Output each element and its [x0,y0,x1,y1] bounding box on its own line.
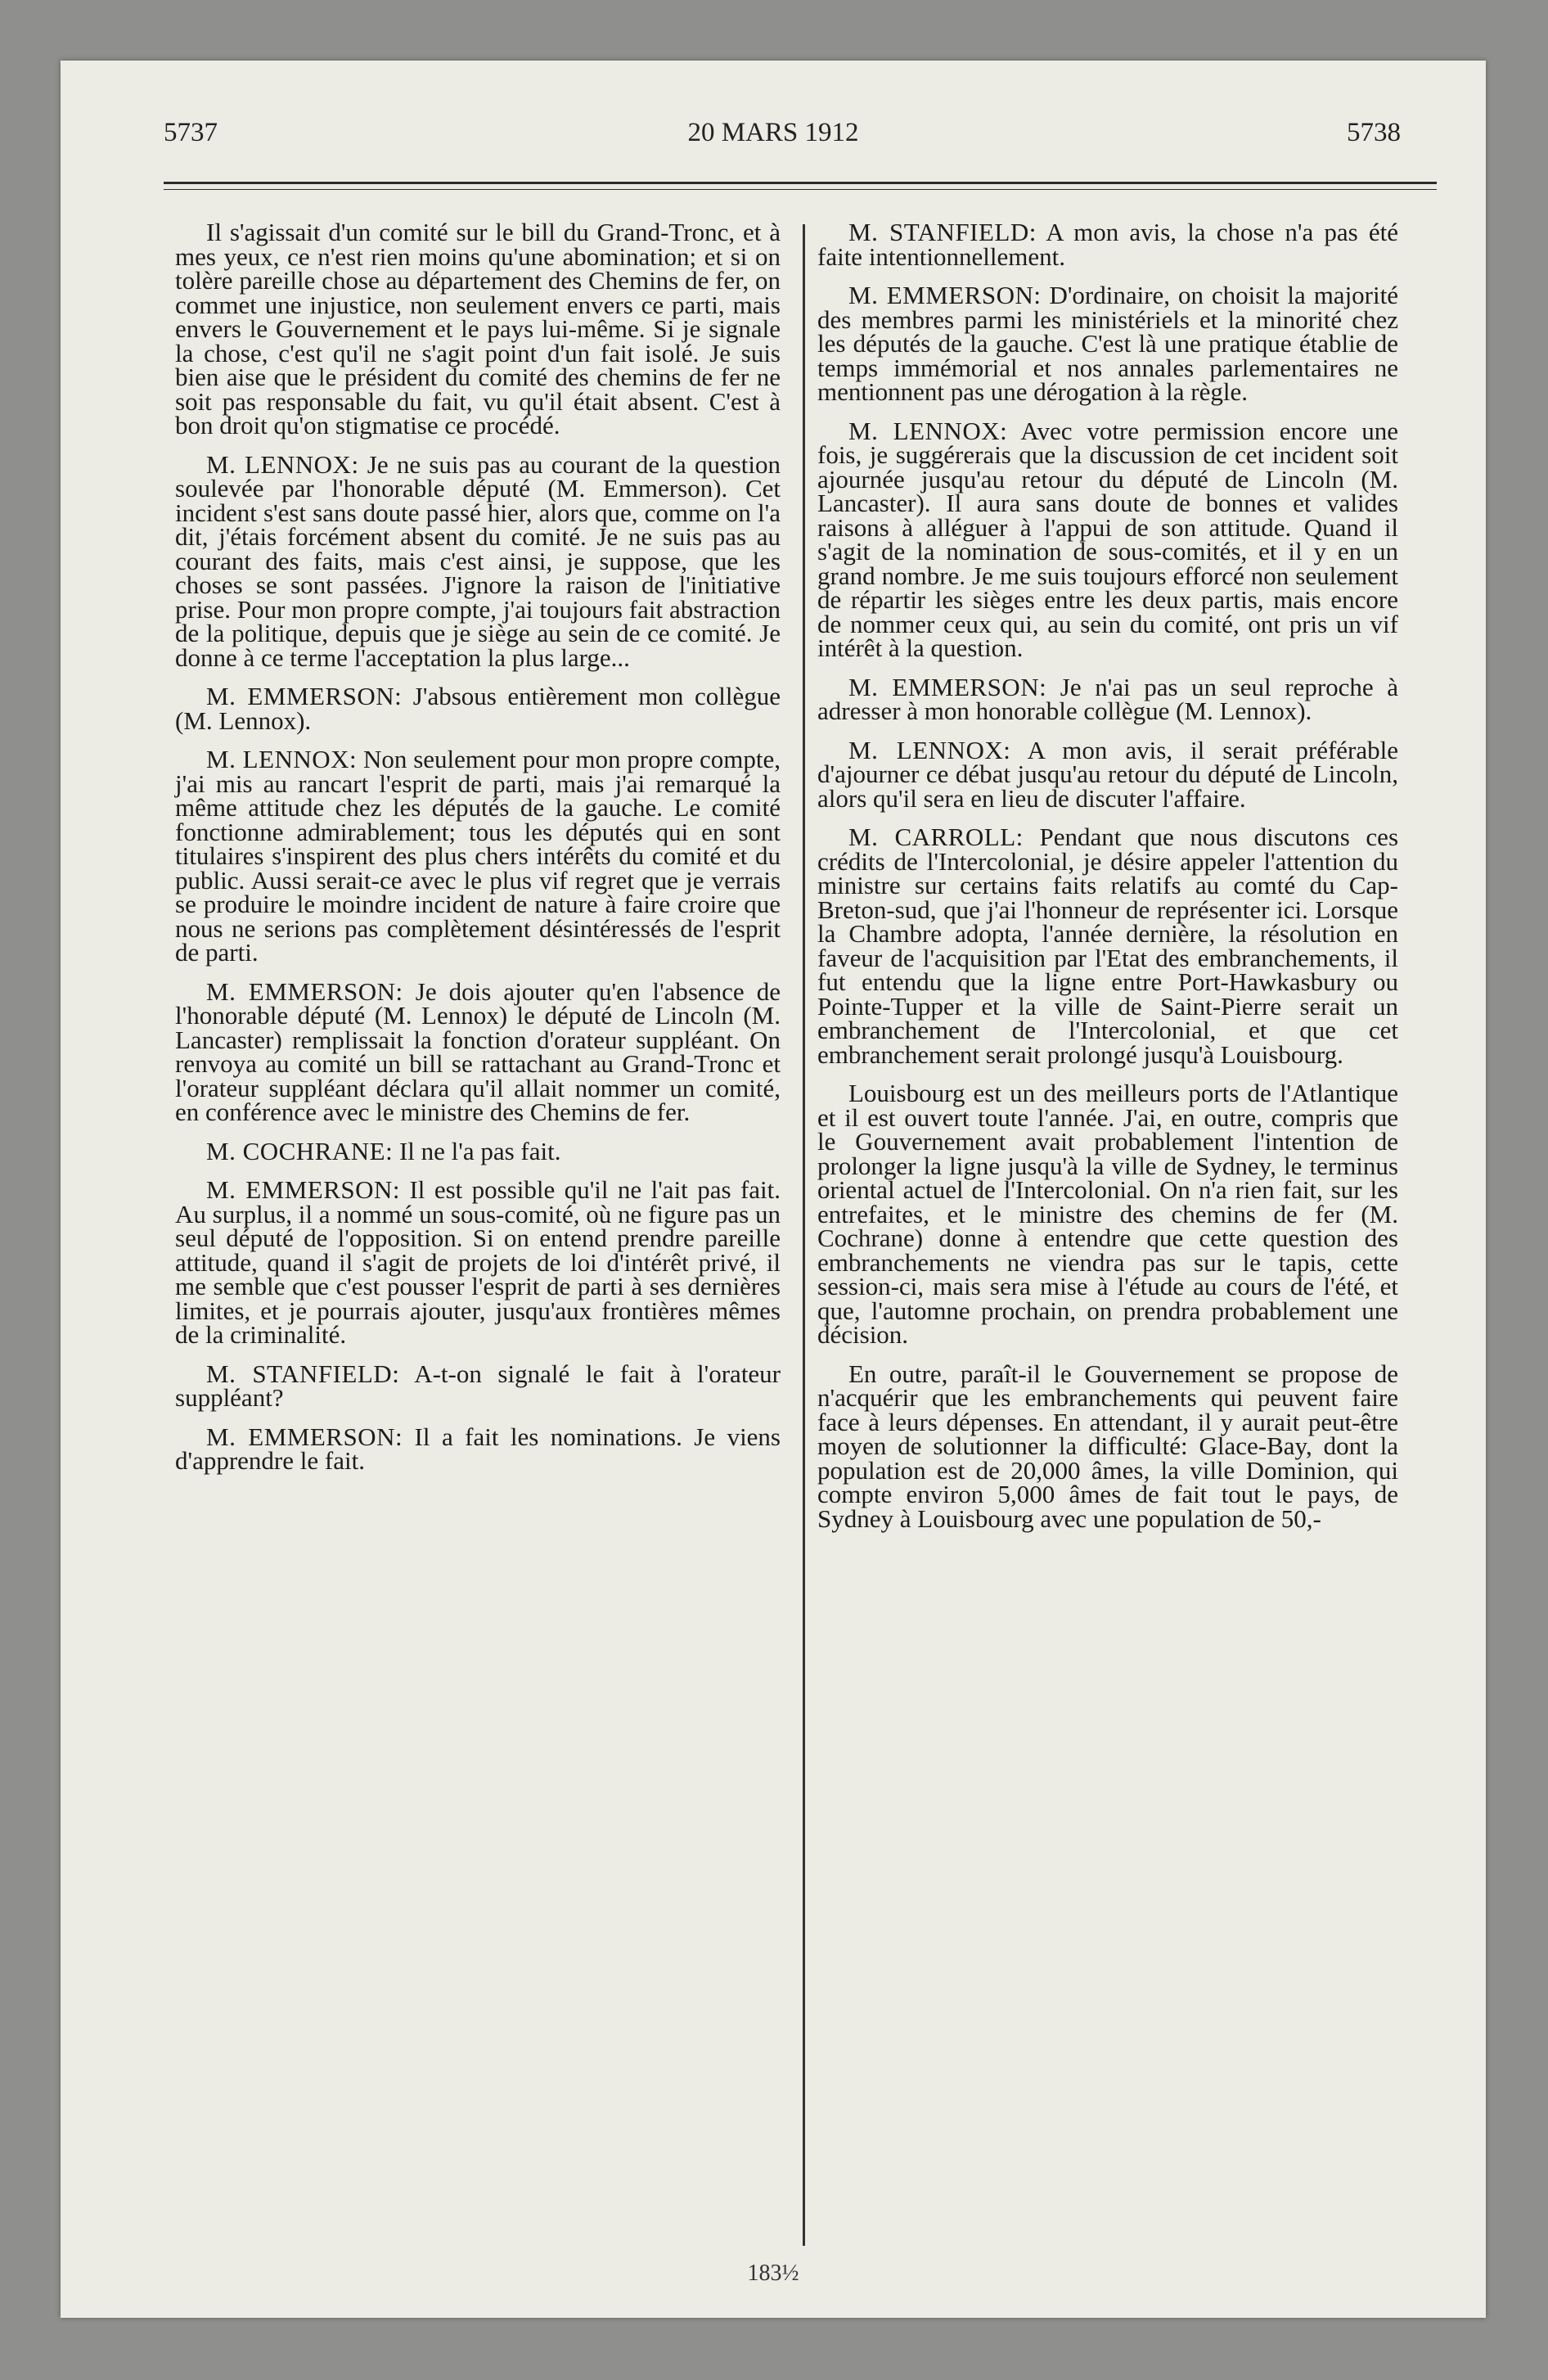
paragraph [817,1081,1398,1347]
paragraph-text: Je dois ajouter qu'en l'absence de l'honorable député (M. Lennox) le député de Lincoln (M. Lancaster) remplissait la fonction d'orateur suppléant. On renvoya au comité un bill se rattachant au Grand-Tronc et l'orateur suppléant déclara qu'il allait nommer un comité, en conférence avec le ministre des Chemins de fer. [175,976,781,1126]
speaker-name: M. EMMERSON: [206,976,403,1006]
paragraph [175,1422,781,1475]
speaker-name: M. STANFIELD: [206,1359,400,1388]
page-date: 20 MARS 1912 [687,118,859,147]
column-divider [803,224,805,2246]
speaker-name: M. EMMERSON: [848,281,1042,309]
paragraph-text: D'ordinaire, on choisit la majorité des membres parmi les ministériels et la minorité chez les députés de la gauche. C'est là une pratique établie de temps immémorial et nos annales parlementaires ne mentionnent pas une dérogation à la règle. [817,281,1398,406]
speaker-name: M. STANFIELD: [848,218,1037,246]
speaker-name: M. EMMERSON: [848,672,1047,701]
paragraph [817,1359,1398,1533]
document-page [61,61,1486,2318]
paragraph [817,416,1398,662]
paragraph-text: En outre, paraît-il le Gouvernement se propose de n'acquérir que les embranchements qui peuvent faire face à leurs dépenses. En attendant, il y aurait peut-être moyen de solutionner la difficulté: Glace-Bay, dont la population est de 20,000 âmes, la ville Dominion, qui compte environ 5,000 âmes de fait tout le pays, de Sydney à Louisbourg avec une population de 50,- [817,1359,1398,1533]
paragraph-text: Louisbourg est un des meilleurs ports de l'Atlantique et il est ouvert toute l'année. J'ai, en outre, compris que le Gouvernement avait probablement l'intention de prolonger la ligne jusqu'à la ville de Sydney, le terminus oriental actuel de l'Intercolonial. On n'a rien fait, sur les entrefaites, et le ministre des chemins de fer (M. Cochrane) donne à entendre que cette question des embranchements ne viendra pas sur le tapis, cette session-ci, mais sera mise à l'étude au cours de l'été, et que, l'automne prochain, on prendra probablement une décision. [817,1079,1398,1349]
paragraph-text: Avec votre permission encore une fois, je suggérerais que la discussion de cet incident soit ajournée jusqu'au retour du député de Lincoln (M. Lancaster). Il aura sans doute de bonnes et valides raisons à alléguer à l'appui de son attitude. Quand il s'agit de la nomination de sous-comités, et il y en un grand nombre. Je me suis toujours efforcé non seulement de répartir les sièges entre les deux partis, mais encore de nommer ceux qui, au sein du comité, ont pris un vif intérêt à la question. [817,416,1398,662]
speaker-name: M. LENNOX: [206,745,358,773]
paragraph-text: Je ne suis pas au courant de la question soulevée par l'honorable député (M. Emmerson). Cet incident s'est sans doute passé hier, alors que, comme on l'a dit, j'étais forcément absent du comité. Je ne suis pas au courant des faits, mais c'est ainsi, je suppose, que les choses se sont passées. J'ignore la raison de l'initiative prise. Pour mon propre compte, j'ai toujours fait abstraction de la politique, depuis que je siège au sein de ce comité. Je donne à ce terme l'acceptation la plus large... [175,449,781,672]
speaker-name: M. EMMERSON: [206,682,403,710]
left-column [175,220,781,1488]
paragraph [175,976,781,1126]
paragraph [817,735,1398,813]
paragraph [817,672,1399,725]
paragraph-text: A mon avis, il serait préférable d'ajourner ce débat jusqu'au retour du député de Lincoln, alors qu'il sera en lieu de discuter l'affaire. [817,735,1398,813]
paragraph-text: Il ne l'a pas fait. [398,1136,561,1165]
paragraph [175,1175,781,1349]
speaker-name: M. EMMERSON: [206,1422,403,1451]
page-number-left: 5737 [164,118,218,147]
page-number-right: 5738 [1347,118,1401,147]
paragraph [175,220,781,438]
speaker-name: M. LENNOX: [848,735,1011,764]
footer-page-fragment: 183½ [747,2261,799,2286]
paragraph [175,1136,781,1165]
paragraph [175,1359,781,1412]
paragraph-text: Il est possible qu'il ne l'ait pas fait. Au surplus, il a nommé un sous-comité, où ne figure pas un seul député de l'opposition. Si on entend prendre pareille attitude, quand il s'agit de projets de loi d'intérêt privé, il me semble que c'est pousser l'esprit de parti à ses dernières limites, et je pourrais ajouter, jusqu'aux frontières mêmes de la criminalité. [175,1175,781,1349]
paragraph [817,823,1399,1069]
paragraph [817,283,1398,404]
paragraph-text: A-t-on signalé le fait à l'orateur suppléant? [175,1359,781,1412]
speaker-name: M. LENNOX: [206,449,359,479]
speaker-name: M. CARROLL: [848,823,1024,851]
paragraph-text: A mon avis, la chose n'a pas été faite intentionnellement. [817,218,1398,271]
paragraph [817,218,1398,271]
header-rule [164,182,1437,184]
paragraph [175,449,781,672]
paragraph-text: Il a fait les nominations. Je viens d'apprendre le fait. [175,1422,781,1475]
header-rule-thin [164,189,1437,190]
paragraph [175,682,781,735]
speaker-name: M. EMMERSON: [206,1175,401,1204]
paragraph-text: J'absous entièrement mon collègue (M. Lennox). [175,682,781,735]
paragraph-text: Non seulement pour mon propre compte, j'ai mis au rancart l'esprit de parti, mais j'ai remarqué la même attitude chez les députés de la gauche. Le comité fonctionne admirablement; tous les députés qui en sont titulaires s'inspirent des plus chers intérêts du comité et du public. Aussi serait-ce avec le plus vif regret que je verrais se produire le moindre incident de nature à faire croire que nous ne serions pas complètement désintéressés de l'esprit de parti. [175,745,781,967]
paragraph-text: Il s'agissait d'un comité sur le bill du Grand-Tronc, et à mes yeux, ce n'est rien moins qu'une abomination; et si on tolère pareille chose au département des Chemins de fer, on commet une injustice, non seulement envers ce parti, mais envers le Gouvernement et le pays lui-même. Si je signale la chose, c'est qu'il ne s'agit point d'un fait isolé. Je suis bien aise que le président du comité des chemins de fer ne soit pas responsable du fait, vu qu'il était absent. C'est à bon droit qu'on stigmatise ce procédé. [175,218,781,439]
speaker-name: M. COCHRANE: [206,1136,394,1165]
right-column [817,220,1398,1545]
paragraph [175,747,781,965]
speaker-name: M. LENNOX: [848,416,1008,445]
paragraph-text: Pendant que nous discutons ces crédits de l'Intercolonial, je désire appeler l'attention du ministre sur certains faits relatifs au comté du Cap-Breton-sud, que j'ai l'honneur de représenter ici. Lorsque la Chambre adopta, l'année dernière, la résolution en faveur de l'acquisition par l'Etat des embranchements, il fut entendu que la ligne entre Port-Hawkasbury ou Pointe-Tupper et la ville de Saint-Pierre serait un embranchement de l'Intercolonial, et que cet embranchement serait prolongé jusqu'à Louisbourg. [817,823,1399,1069]
paragraph-text: Je n'ai pas un seul reproche à adresser à mon honorable collègue (M. Lennox). [817,672,1399,725]
